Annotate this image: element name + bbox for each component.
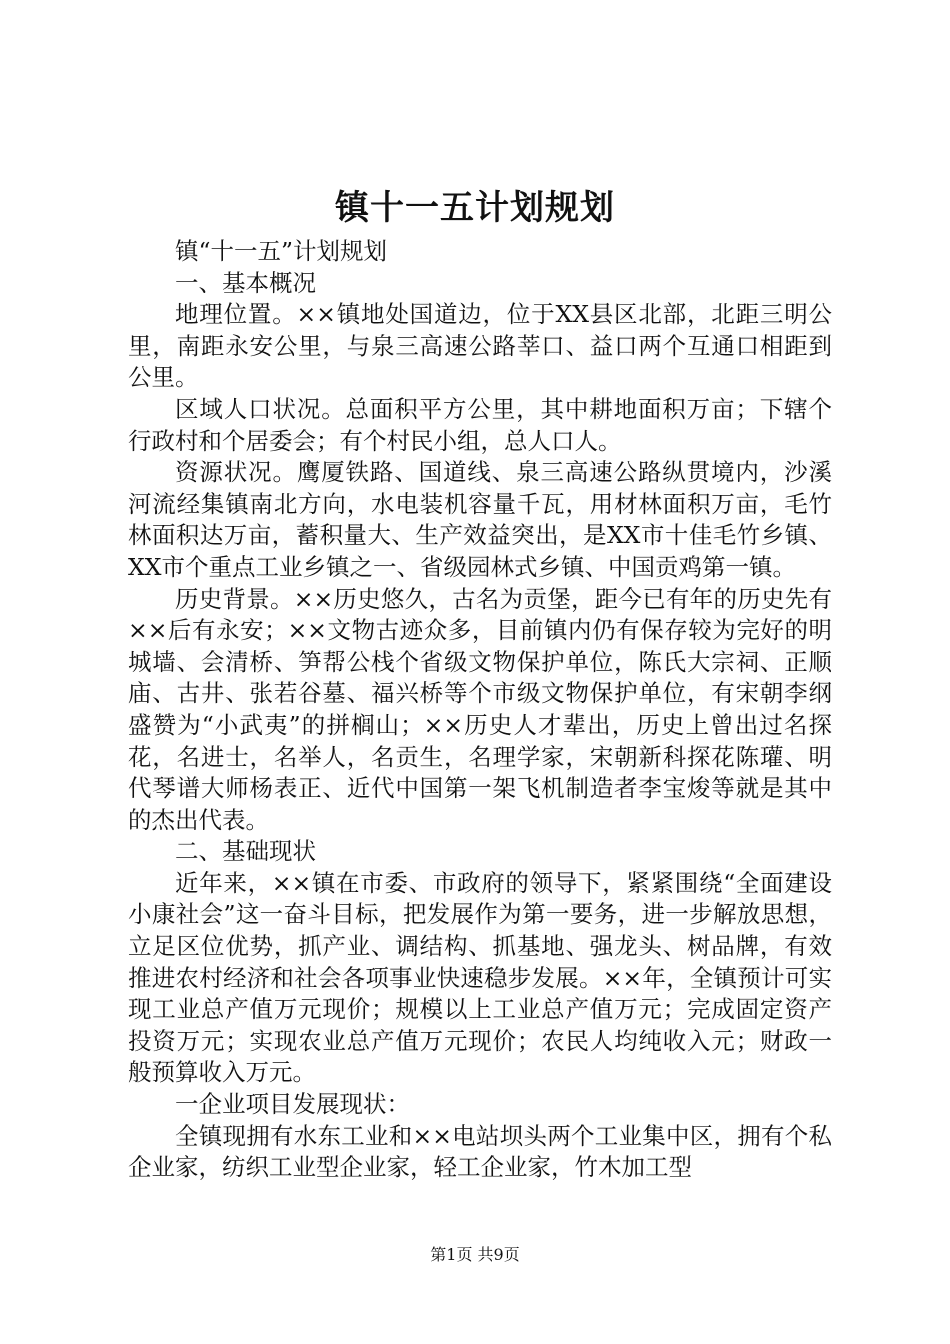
paragraph-enterprise: 全镇现拥有水东工业和××电站坝头两个工业集中区，拥有个私企业家，纺织工业型企业家，轻工企业家，竹木加工型 xyxy=(128,1121,832,1182)
paragraph-heading: 镇“十一五”计划规划 xyxy=(175,237,388,265)
section-heading-basic-overview: 一、基本概况 xyxy=(175,268,316,297)
paragraph-population: 区域人口状况。总面积平方公里，其中耕地面积万亩；下辖个行政村和个居委会；有个村民小组，总人口人。 xyxy=(128,394,832,455)
subsection-heading-enterprise: 一企业项目发展现状： xyxy=(175,1090,410,1119)
paragraph-location: 地理位置。××镇地处国道边，位于XX县区北部，北距三明公里，南距永安公里，与泉三高速公路莘口、益口两个互通口相距到公里。 xyxy=(128,300,832,392)
paragraph-history: 历史背景。××历史悠久，古名为贡堡，距今已有年的历史先有××后有永安；××文物古迹众多，目前镇内仍有保存较为完好的明城墙、会清桥、笋帮公栈个省级文物保护单位，陈氏大宗祠、正顺庙、古井、张若谷墓、福兴桥等个市级文物保护单位，有宋朝李纲盛赞为“小武夷”的拼榈山；××历史人才辈出，历史上曾出过名探花，名进士，名举人，名贡生，名理学家，宋朝新科探花陈瓘、明代琴谱大师杨表正、近代中国第一架飞机制造者李宝焌等就是其中的杰出代表。 xyxy=(128,584,832,834)
paragraph-recent-development: 近年来，××镇在市委、市政府的领导下，紧紧围绕“全面建设小康社会”这一奋斗目标，把发展作为第一要务，进一步解放思想，立足区位优势，抓产业、调结构、抓基地、强龙头、树品牌，有效推进农村经济和社会各项事业快速稳步发展。××年，全镇预计可实现工业总产值万元现价；规模以上工业总产值万元；完成固定资产投资万元；实现农业总产值万元现价；农民人均纯收入元；财政一般预算收入万元。 xyxy=(128,868,832,1087)
section-heading-current-status: 二、基础现状 xyxy=(175,837,316,866)
document-body xyxy=(128,236,832,1184)
document-title: 镇十一五计划规划 xyxy=(335,188,615,228)
page-footer: 第1页 共9页 xyxy=(430,1245,520,1264)
paragraph-resources: 资源状况。鹰厦铁路、国道线、泉三高速公路纵贯境内，沙溪河流经集镇南北方向，水电装机容量千瓦，用材林面积万亩，毛竹林面积达万亩，蓄积量大、生产效益突出，是XX市十佳毛竹乡镇、XX市个重点工业乡镇之一、省级园林式乡镇、中国贡鸡第一镇。 xyxy=(128,458,832,581)
